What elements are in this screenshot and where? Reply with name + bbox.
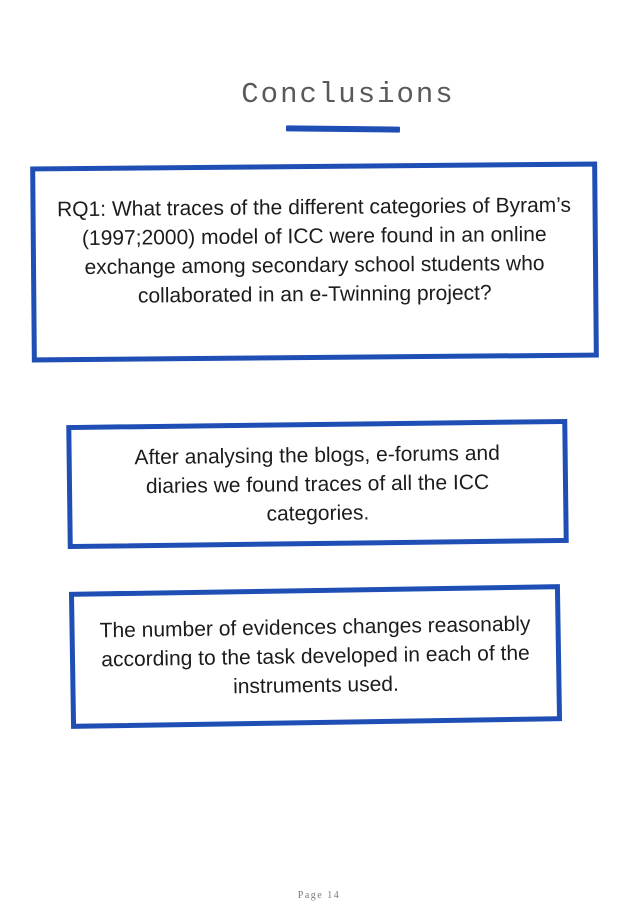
finding-box-1 — [66, 419, 568, 549]
finding-box-2 — [69, 584, 562, 729]
finding-text-1: After analysing the blogs, e-forums and diaries we found traces of all the ICC categories. — [134, 441, 500, 526]
research-question-text: RQ1: What traces of the different categories of Byram’s (1997;2000) model of ICC were found in an online exchange among secondary school students who collaborated in an e-Twinning project? — [56, 193, 572, 308]
finding-text-2: The number of evidences changes reasonably according to the task developed in each of the instruments used. — [99, 612, 531, 699]
title-underline — [286, 125, 400, 132]
research-question-box — [30, 162, 599, 363]
page-title: Conclusions — [241, 78, 455, 111]
page-number: Page 14 — [297, 890, 341, 901]
